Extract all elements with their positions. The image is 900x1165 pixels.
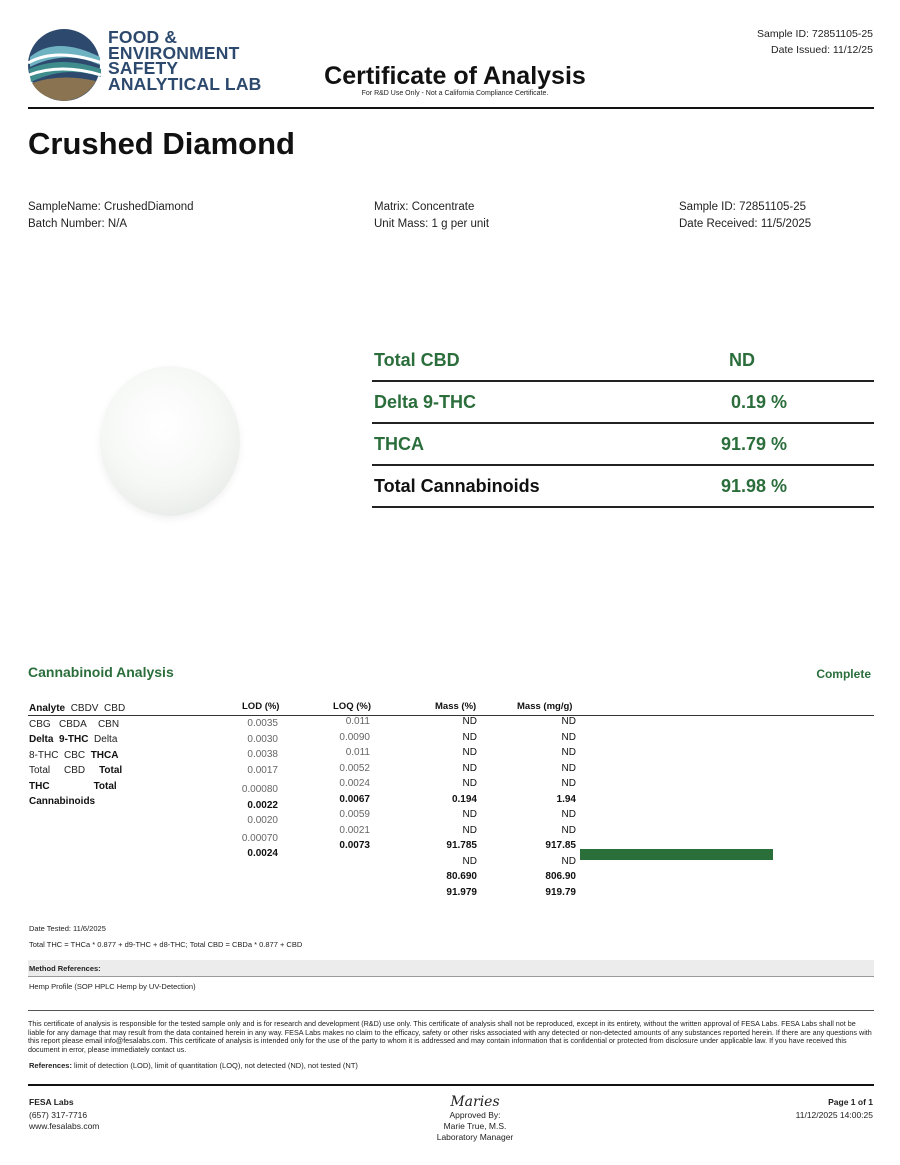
references-line <box>29 1061 358 1070</box>
mass-pct-cell: 0.194 <box>451 793 477 805</box>
col-header-mass-pct: Mass (%) <box>435 701 477 712</box>
analyte-column <box>29 701 125 810</box>
lod-cell: 0.0022 <box>247 799 278 811</box>
loq-cell: 0.0067 <box>339 793 370 805</box>
mass-pct-cell: ND <box>462 762 477 774</box>
method-reference: Hemp Profile (SOP HPLC Hemp by UV-Detection) <box>29 982 196 991</box>
col-header-loq: LOQ (%) <box>333 701 371 712</box>
loq-cell: 0.0059 <box>339 809 370 820</box>
loq-cell: 0.011 <box>345 716 370 727</box>
footer-divider <box>28 1084 874 1086</box>
sample-meta-right <box>679 199 811 233</box>
method-divider <box>28 976 874 977</box>
sample-photo <box>100 366 240 516</box>
mass-mg-cell: ND <box>561 809 576 820</box>
lod-column <box>220 716 278 862</box>
footer-website: www.fesalabs.com <box>29 1121 100 1131</box>
lod-cell: 0.0038 <box>247 749 278 760</box>
signature: Maries <box>450 1094 500 1110</box>
analyte-line: THC Total <box>29 780 117 792</box>
approved-by-label: Approved By: <box>449 1110 501 1120</box>
header-date-issued: Date Issued: 11/12/25 <box>771 44 873 56</box>
total-formula: Total THC = THCa * 0.877 + d9-THC + d8-THC; Total CBD = CBDa * 0.877 + CBD <box>29 940 303 949</box>
mass-mg-cell: ND <box>561 747 576 758</box>
lod-cell: 0.0017 <box>247 764 278 776</box>
footer-page-info <box>796 1097 873 1121</box>
mass-mg-cell: ND <box>561 855 576 867</box>
sample-id: Sample ID: 72851105-25 <box>679 201 807 213</box>
header-meta <box>757 26 873 58</box>
mass-pct-cell: ND <box>462 778 477 789</box>
summary-label: THCA <box>374 433 424 454</box>
loq-cell: 0.0090 <box>339 731 370 743</box>
mass-pct-cell: 91.979 <box>446 886 477 898</box>
document-title: Certificate of Analysis <box>324 62 586 90</box>
document-subtitle: For R&D Use Only - Not a California Compliance Certificate. <box>361 90 549 97</box>
unit-mass: Unit Mass: 1 g per unit <box>374 218 490 230</box>
analysis-status: Complete <box>816 667 871 681</box>
mass-pct-cell: ND <box>462 731 477 743</box>
summary-label: Total Cannabinoids <box>374 475 540 496</box>
mass-mg-cell: 806.90 <box>545 871 576 882</box>
summary-label: Delta 9-THC <box>374 391 477 412</box>
batch-number: Batch Number: N/A <box>28 218 128 230</box>
summary-label: Total CBD <box>374 349 460 370</box>
lab-logo-icon <box>26 27 104 103</box>
mass-mg-cell: ND <box>561 762 576 774</box>
analyte-line: CBG CBDA CBN <box>29 718 120 730</box>
matrix: Matrix: Concentrate <box>374 201 475 213</box>
loq-cell: 0.0073 <box>339 840 370 851</box>
footer-company: FESA Labs <box>29 1097 74 1107</box>
lod-cell: 0.00080 <box>241 784 278 795</box>
lod-cell: 0.00070 <box>241 832 278 844</box>
summary-value: ND <box>729 349 755 370</box>
mass-mg-cell: ND <box>561 731 576 743</box>
page-number: Page 1 of 1 <box>828 1097 873 1107</box>
date-tested: Date Tested: 11/6/2025 <box>29 924 106 933</box>
sample-name: SampleName: CrushedDiamond <box>28 201 194 213</box>
sample-meta-left <box>28 199 194 233</box>
mass-mg-cell: ND <box>561 716 576 727</box>
mass-mg-cell: 917.85 <box>545 840 576 851</box>
method-references-band <box>28 960 874 976</box>
loq-cell: 0.0021 <box>339 824 370 836</box>
mass-mg-cell: ND <box>561 778 576 789</box>
summary-value: 91.79 % <box>720 433 787 454</box>
loq-cell: 0.0052 <box>339 762 370 774</box>
lod-cell: 0.0024 <box>247 848 278 859</box>
col-header-mass-mg: Mass (mg/g) <box>517 701 573 712</box>
mass-pct-cell: ND <box>462 824 477 836</box>
summary-row-total-cannabinoids <box>372 466 874 508</box>
analysis-title: Cannabinoid Analysis <box>28 664 174 680</box>
references-label: References: <box>29 1061 72 1070</box>
mass-pct-cell: 91.785 <box>446 840 477 851</box>
approver-name: Marie True, M.S. <box>443 1121 507 1131</box>
approver-title: Laboratory Manager <box>436 1132 514 1142</box>
potency-summary <box>372 340 874 508</box>
loq-cell: 0.011 <box>345 747 370 758</box>
analyte-line: Cannabinoids <box>29 796 96 807</box>
mass-mg-cell: 1.94 <box>556 793 576 805</box>
mass-mg-column <box>500 714 576 900</box>
lod-cell: 0.0035 <box>247 718 278 729</box>
method-references-header: Method References: <box>29 964 101 973</box>
lod-cell: 0.0030 <box>247 733 278 745</box>
report-timestamp: 11/12/2025 14:00:25 <box>795 1110 873 1120</box>
summary-row-thca <box>372 424 874 466</box>
mass-pct-column <box>400 714 477 900</box>
sample-title: Crushed Diamond <box>28 126 295 161</box>
analyte-line: Total CBD Total <box>29 765 123 776</box>
summary-value: 0.19 % <box>730 391 787 412</box>
disclaimer-divider <box>28 1010 874 1011</box>
mass-pct-cell: ND <box>462 747 477 758</box>
mass-mg-cell: 919.79 <box>545 886 576 898</box>
disclaimer-text: This certificate of analysis is responsible for the tested sample only and is for research and development (R&D) use only. This certificate of analysis shall not be reproduced, except in its entirety, without the written approval of FESA Labs. FESA Labs shall not be liable for any damage that may result from the data contained herein in any way. FESA Labs makes no claim to the efficacy, safety or other risks associated with any detected or non-detected amounts of any substances reported herein. If there are any questions with this report please email info@fesalabs.com. This certificate of analysis is intended only for the use of the party to whom it is addressed and may contain information that is confidential or protected from disclosure under applicable law. If you have received this document in error, please immediately contact us. <box>28 1019 872 1054</box>
mass-mg-cell: ND <box>561 824 576 836</box>
summary-value: 91.98 % <box>720 475 787 496</box>
header-sample-id: Sample ID: 72851105-25 <box>757 28 873 40</box>
col-header-lod: LOD (%) <box>242 701 280 712</box>
lab-logo-text: FOOD & ENVIRONMENT SAFETY ANALYTICAL LAB <box>108 27 262 94</box>
lod-cell: 0.0020 <box>247 815 278 826</box>
thca-mass-bar <box>580 849 773 860</box>
mass-pct-cell: ND <box>462 855 477 867</box>
footer-approval <box>375 1094 575 1143</box>
loq-column <box>312 714 370 854</box>
mass-pct-cell: ND <box>462 716 477 727</box>
mass-pct-cell: ND <box>462 809 477 820</box>
mass-pct-cell: 80.690 <box>446 871 477 882</box>
references-text: limit of detection (LOD), limit of quantitation (LOQ), not detected (ND), not tested (NT) <box>74 1061 358 1070</box>
summary-row-total-cbd <box>372 340 874 382</box>
analyte-line: 8-THC CBC THCA <box>29 749 119 761</box>
analyte-line: Delta 9-THC Delta <box>29 734 118 745</box>
loq-cell: 0.0024 <box>339 778 370 789</box>
header-divider <box>28 107 874 109</box>
sample-meta-middle <box>374 199 489 233</box>
footer-company-info <box>29 1097 99 1132</box>
analyte-line: Analyte CBDV CBD <box>29 703 126 714</box>
footer-phone: (657) 317-7716 <box>29 1110 88 1120</box>
date-received: Date Received: 11/5/2025 <box>679 218 812 230</box>
summary-row-delta9-thc <box>372 382 874 424</box>
